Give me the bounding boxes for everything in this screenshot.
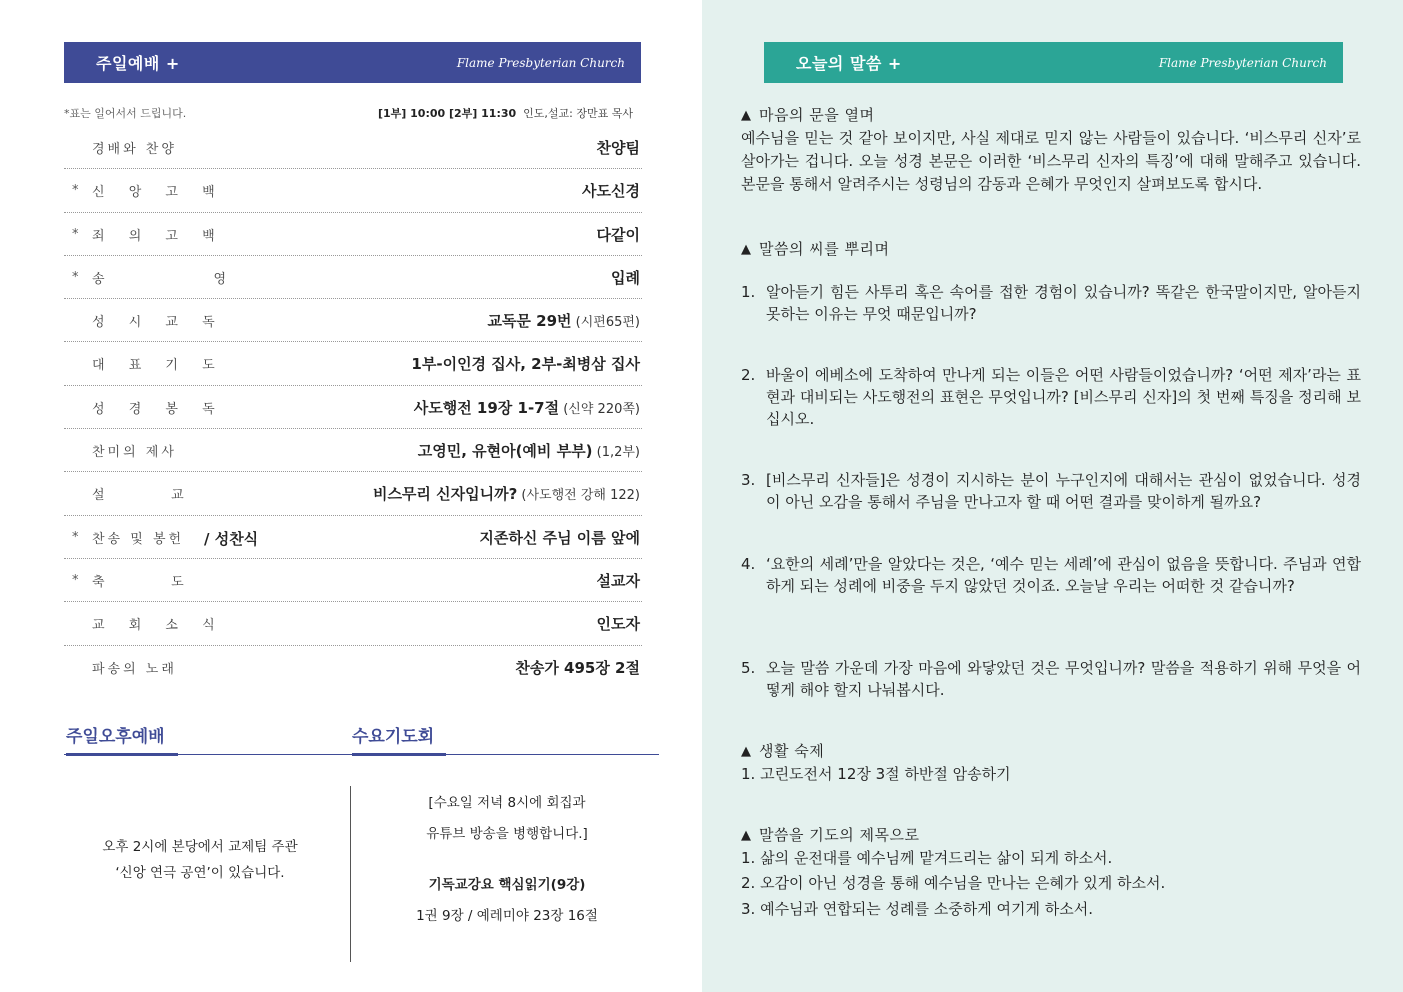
question-number: 2. bbox=[741, 366, 756, 384]
seed-section bbox=[741, 238, 1361, 261]
order-row bbox=[64, 213, 642, 256]
order-value: 찬송가 495장 2절 bbox=[515, 658, 640, 677]
wednesday-line: [수요일 저녁 8시에 회집과 bbox=[428, 795, 586, 811]
church-name: Flame Presbyterian Church bbox=[456, 55, 625, 70]
opening-section bbox=[741, 104, 1361, 196]
order-row bbox=[64, 299, 642, 342]
order-value: 인도자 bbox=[596, 615, 640, 634]
standing-mark: * bbox=[72, 529, 79, 545]
prayer-item: 1. 삶의 운전대를 예수님께 맡겨드리는 삶이 되게 하소서. bbox=[741, 849, 1113, 867]
church-name: Flame Presbyterian Church bbox=[1158, 55, 1327, 70]
question-text: 알아듣기 힘든 사투리 혹은 속어를 접한 경험이 있습니까? 똑같은 한국말이지만, 알아듣지 못하는 이유는 무엇 때문입니까? bbox=[766, 283, 1361, 323]
prayer-item: 2. 오감이 아닌 성경을 통해 예수님을 만나는 은혜가 있게 하소서. bbox=[741, 874, 1166, 892]
question-number: 1. bbox=[741, 283, 756, 301]
opening-text: 예수님을 믿는 것 같아 보이지만, 사실 제대로 믿지 않는 사람들이 있습니다. ‘비스무리 신자’로 살아가는 겁니다. 오늘 성경 본문은 이러한 ‘비스무리 신자의 특징’에 대해 말해주고 있습니다. 본문을 통해서 알려주시는 성령님의 감동과 은혜가 무엇인지 살펴보도록 합시다. bbox=[741, 129, 1361, 193]
worship-banner bbox=[64, 42, 641, 83]
order-value: 교독문 29번 (시편65편) bbox=[487, 312, 640, 331]
homework-item: 1. 고린도전서 12장 3절 하반절 암송하기 bbox=[741, 765, 1011, 783]
order-value: 사도행전 19장 1-7절 (신약 220쪽) bbox=[413, 398, 640, 417]
order-value: 입례 bbox=[611, 268, 640, 287]
wednesday-heading: 수요기도회 bbox=[352, 722, 446, 756]
banner-title: 주일예배 + bbox=[96, 54, 180, 73]
order-label: 대 표 기 도 bbox=[92, 358, 225, 374]
standing-mark: * bbox=[72, 269, 79, 285]
column-divider bbox=[350, 786, 351, 962]
section-divider bbox=[64, 754, 659, 755]
opening-heading: ▲ 마음의 문을 열며 bbox=[741, 104, 1361, 127]
standing-note: *표는 일어서서 드립니다. bbox=[64, 107, 187, 120]
prayer-heading: ▲ 말씀을 기도의 제목으로 bbox=[741, 824, 1361, 847]
service-times-bold: [1부] 10:00 [2부] 11:30 bbox=[377, 107, 517, 120]
service-leader: 인도,설교: 장만표 목사 bbox=[523, 107, 633, 120]
order-label: 파송의 노래 bbox=[92, 661, 177, 677]
afternoon-line: ‘신앙 연극 공연’이 있습니다. bbox=[115, 865, 285, 881]
order-row bbox=[64, 256, 642, 299]
order-row bbox=[64, 559, 642, 602]
order-row bbox=[64, 602, 642, 645]
afternoon-heading: 주일오후예배 bbox=[66, 722, 178, 756]
question-number: 5. bbox=[741, 659, 756, 677]
tree-icon: ▲ bbox=[741, 828, 751, 843]
word-banner bbox=[764, 42, 1343, 83]
tree-icon: ▲ bbox=[741, 108, 751, 123]
prayer-section bbox=[741, 824, 1361, 922]
service-times bbox=[378, 105, 633, 121]
order-row bbox=[64, 429, 642, 472]
question-text: ‘요한의 세례’만을 알았다는 것은, ‘예수 믿는 세례’에 관심이 없음을 뜻합니다. 주님과 연합하게 되는 성례에 비중을 두지 않았던 것이죠. 오늘날 우리는 어떠한 것 같습니까? bbox=[766, 555, 1361, 595]
afternoon-line: 오후 2시에 본당에서 교제팀 주관 bbox=[102, 839, 298, 855]
order-label: 교 회 소 식 bbox=[92, 618, 225, 634]
order-label: 경배와 찬양 bbox=[92, 142, 177, 157]
order-label: 송 영 bbox=[92, 271, 237, 287]
order-label: 죄 의 고 백 bbox=[92, 228, 225, 244]
homework-heading: ▲ 생활 숙제 bbox=[741, 740, 1361, 763]
order-value: 지존하신 주님 이름 앞에 bbox=[479, 528, 640, 547]
homework-section bbox=[741, 740, 1361, 786]
study-title: 기독교강요 핵심읽기(9강) bbox=[428, 877, 586, 893]
prayer-item: 3. 예수님과 연합되는 성례를 소중하게 여기게 하소서. bbox=[741, 900, 1093, 918]
order-row bbox=[64, 169, 642, 212]
wednesday-line: 유튜브 방송을 병행합니다.] bbox=[426, 826, 588, 842]
banner-title: 오늘의 말씀 + bbox=[796, 54, 902, 73]
question-text: [비스무리 신자들]은 성경이 지시하는 분이 누구인지에 대해서는 관심이 없었습니다. 성경이 아닌 오감을 통해서 주님을 만나고자 할 때 어떤 결과를 맞이하게 될까요? bbox=[766, 471, 1361, 511]
order-label: 찬미의 제사 bbox=[92, 445, 177, 461]
order-label: 축 도 bbox=[92, 574, 194, 590]
communion-label: / 성찬식 bbox=[204, 529, 259, 548]
order-row bbox=[64, 516, 642, 559]
standing-mark: * bbox=[72, 183, 79, 199]
order-row bbox=[64, 386, 642, 429]
standing-mark: * bbox=[72, 572, 79, 588]
standing-mark: * bbox=[72, 226, 79, 242]
order-row bbox=[64, 126, 642, 169]
order-label: 신 앙 고 백 bbox=[92, 185, 225, 201]
order-label: 성 시 교 독 bbox=[92, 315, 225, 331]
question-item bbox=[741, 469, 1361, 513]
order-value: 비스무리 신자입니까? (사도행전 강해 122) bbox=[372, 485, 640, 504]
order-value: 다같이 bbox=[596, 225, 640, 244]
wednesday-info bbox=[362, 790, 652, 934]
question-item bbox=[741, 364, 1361, 430]
order-row bbox=[64, 342, 642, 385]
order-row bbox=[64, 646, 642, 689]
question-item bbox=[741, 657, 1361, 701]
question-number: 3. bbox=[741, 471, 756, 489]
order-row bbox=[64, 472, 642, 515]
question-text: 바울이 에베소에 도착하여 만나게 되는 이들은 어떤 사람들이었습니까? ‘어떤 제자’라는 표현과 대비되는 사도행전의 표현은 무엇입니까? [비스무리 신자]의 첫 번째 특징을 정리해 보십시오. bbox=[766, 366, 1361, 428]
order-value: 찬양팀 bbox=[596, 139, 640, 157]
study-passage: 1권 9장 / 예레미야 23장 16절 bbox=[416, 908, 598, 924]
tree-icon: ▲ bbox=[741, 242, 751, 257]
order-label: 설 교 bbox=[92, 488, 194, 504]
order-value: 고영민, 유현아(예비 부부) (1,2부) bbox=[417, 442, 640, 461]
order-label: 찬송 및 봉헌 bbox=[92, 531, 185, 547]
question-item bbox=[741, 553, 1361, 597]
service-notes bbox=[64, 105, 641, 123]
question-item bbox=[741, 281, 1361, 325]
order-label: 성 경 봉 독 bbox=[92, 401, 225, 417]
question-text: 오늘 말씀 가운데 가장 마음에 와닿았던 것은 무엇입니까? 말씀을 적용하기 위해 무엇을 어떻게 해야 할지 나눠봅시다. bbox=[766, 659, 1361, 699]
order-value: 설교자 bbox=[596, 571, 640, 590]
order-value: 1부-이인경 집사, 2부-최병삼 집사 bbox=[411, 355, 640, 374]
seed-heading: ▲ 말씀의 씨를 뿌리며 bbox=[741, 238, 1361, 261]
question-number: 4. bbox=[741, 555, 756, 573]
order-value: 사도신경 bbox=[582, 182, 640, 201]
afternoon-info bbox=[70, 834, 330, 886]
tree-icon: ▲ bbox=[741, 744, 751, 759]
order-of-worship bbox=[64, 126, 642, 689]
